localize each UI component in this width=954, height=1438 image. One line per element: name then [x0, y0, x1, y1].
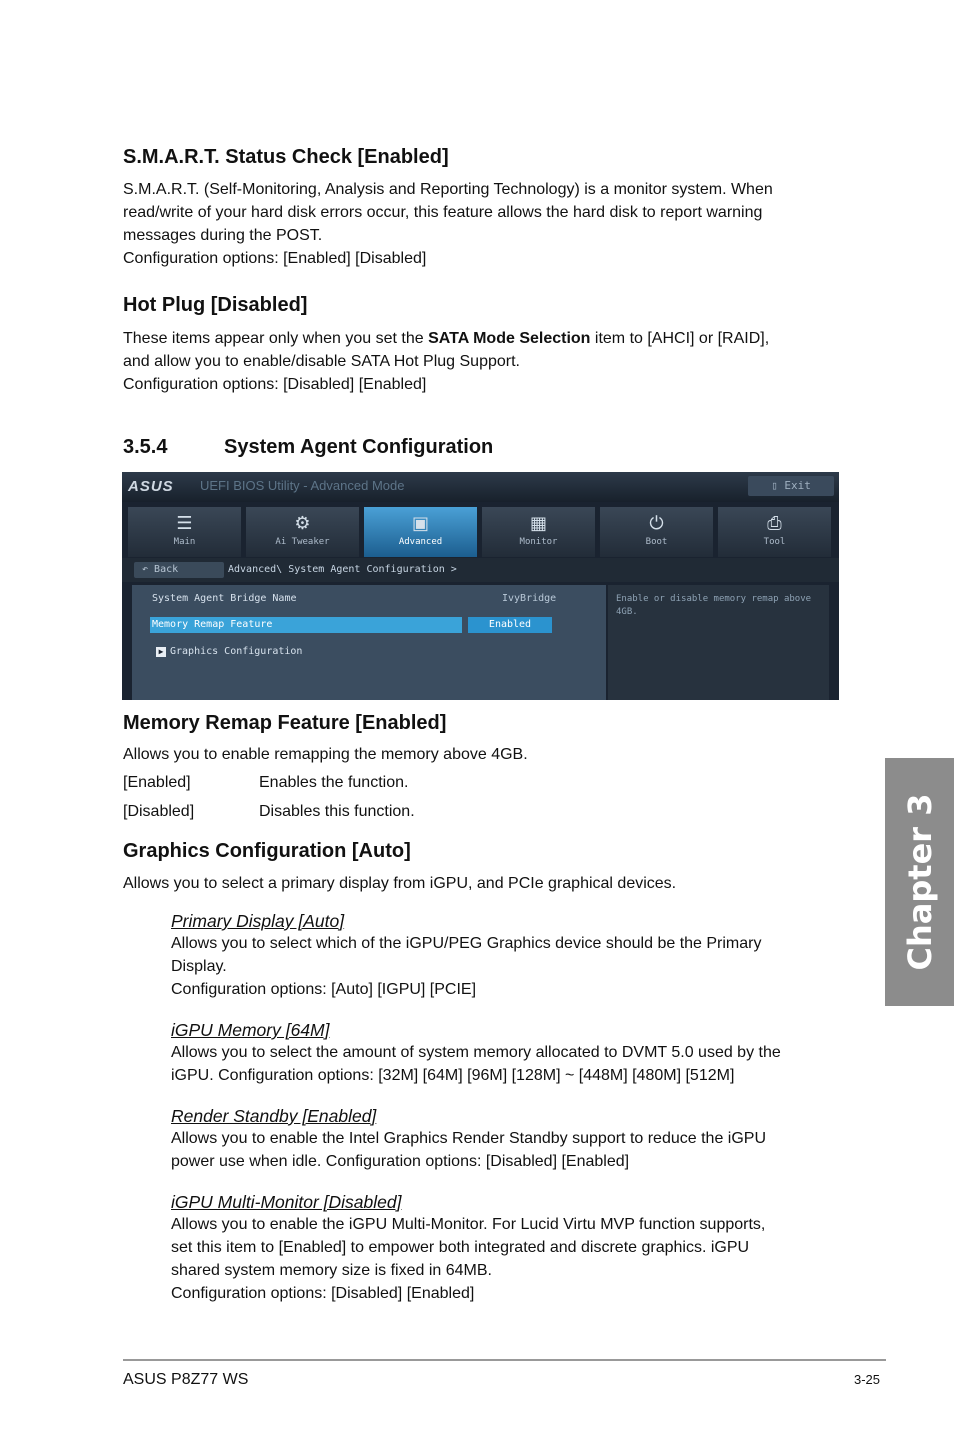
option-key: [Disabled]: [123, 803, 195, 820]
text-line: [123, 327, 833, 350]
bridge-name-label: System Agent Bridge Name: [152, 593, 297, 604]
tweaker-icon: ⚙: [294, 513, 311, 534]
igpu-multimonitor-block: [171, 1191, 836, 1305]
text-line: Configuration options: [Disabled] [Enabled]: [171, 1285, 475, 1302]
tab-monitor[interactable]: [482, 507, 595, 557]
tab-label: Tool: [763, 537, 786, 547]
option-key: [Enabled]: [123, 774, 191, 791]
text-line: Allows you to select the amount of system memory allocated to DVMT 5.0 used by the: [171, 1044, 781, 1061]
igpu-memory-block: [171, 1019, 836, 1087]
help-panel: [608, 585, 829, 700]
text-line: set this item to [Enabled] to empower both integrated and discrete graphics. iGPU: [171, 1239, 750, 1256]
memremap-heading: Memory Remap Feature [Enabled]: [123, 712, 447, 734]
tab-label: Monitor: [519, 537, 558, 547]
text-line: S.M.A.R.T. (Self-Monitoring, Analysis and Reporting Technology) is a monitor system. When: [123, 181, 773, 198]
subitem-title: iGPU Memory [64M]: [171, 1020, 330, 1040]
text-line: iGPU. Configuration options: [32M] [64M] [96M] [128M] ~ [448M] [480M] [512M]: [171, 1067, 735, 1084]
text-line: and allow you to enable/disable SATA Hot Plug Support.: [123, 353, 520, 370]
exit-button[interactable]: ▯ Exit: [748, 476, 834, 496]
footer-model: ASUS P8Z77 WS: [123, 1371, 249, 1388]
memremap-description: Allows you to enable remapping the memory above 4GB.: [123, 746, 528, 763]
help-text: Enable or disable memory remap above 4GB.: [616, 594, 812, 617]
text-line: Configuration options: [Disabled] [Enabled]: [123, 376, 427, 393]
submenu-arrow-icon: ▶: [156, 647, 166, 657]
chapter-tab: [885, 758, 954, 1006]
advanced-icon: ▣: [411, 513, 429, 534]
monitor-icon: ▦: [529, 513, 547, 534]
subitem-title: iGPU Multi-Monitor [Disabled]: [171, 1192, 402, 1212]
hotplug-heading: Hot Plug [Disabled]: [123, 294, 308, 316]
breadcrumb: Advanced\ System Agent Configuration >: [228, 564, 457, 575]
chapter-label: Chapter 3: [900, 793, 939, 971]
tab-main[interactable]: [128, 507, 241, 557]
memory-remap-label: Memory Remap Feature: [152, 619, 273, 630]
memory-remap-value[interactable]: Enabled: [468, 617, 552, 633]
text-line: Configuration options: [Auto] [IGPU] [PCIE]: [171, 981, 477, 998]
tab-label: Ai Tweaker: [275, 537, 330, 547]
tab-label: Advanced: [398, 537, 443, 547]
tab-boot[interactable]: [600, 507, 713, 557]
option-desc: Enables the function.: [259, 774, 409, 791]
graphics-config-item[interactable]: [156, 646, 302, 657]
text-line: Configuration options: [Enabled] [Disabled]: [123, 250, 427, 267]
tab-ai-tweaker[interactable]: [246, 507, 359, 557]
bios-screenshot: [122, 472, 839, 700]
back-label: Back: [154, 564, 179, 575]
text-line: read/write of your hard disk errors occur, this feature allows the hard disk to report warning: [123, 204, 763, 221]
text-run: These items appear only when you set the: [123, 330, 429, 347]
list-icon: ☰: [176, 513, 193, 534]
bios-title: UEFI BIOS Utility - Advanced Mode: [200, 478, 405, 493]
tab-label: Boot: [645, 537, 668, 547]
text-line: Display.: [171, 958, 227, 975]
back-button[interactable]: ↶ Back: [134, 562, 224, 578]
subitem-title: Render Standby [Enabled]: [171, 1106, 377, 1126]
smart-description: [123, 178, 833, 270]
text-bold: SATA Mode Selection: [428, 330, 591, 347]
tab-advanced[interactable]: [364, 507, 477, 557]
text-line: Allows you to enable the Intel Graphics Render Standby support to reduce the iGPU: [171, 1130, 767, 1147]
hotplug-description: [123, 327, 833, 396]
render-standby-block: [171, 1105, 836, 1173]
bridge-name-value: IvyBridge: [502, 593, 557, 604]
text-line: messages during the POST.: [123, 227, 323, 244]
text-line: Allows you to enable the iGPU Multi-Monitor. For Lucid Virtu MVP function supports,: [171, 1216, 766, 1233]
tool-icon: ⎙: [767, 513, 782, 534]
footer-divider: [123, 1359, 886, 1361]
graphics-config-label: Graphics Configuration: [170, 646, 303, 657]
text-line: shared system memory size is fixed in 64MB.: [171, 1262, 492, 1279]
exit-label: Exit: [784, 479, 811, 492]
section-number: 3.5.4: [123, 436, 168, 458]
text-run: item to [AHCI] or [RAID],: [590, 330, 770, 347]
asus-logo: ASUS: [128, 478, 174, 495]
subitem-title: Primary Display [Auto]: [171, 911, 345, 931]
graphics-heading: Graphics Configuration [Auto]: [123, 840, 411, 862]
tab-tool[interactable]: [718, 507, 831, 557]
tab-label: Main: [173, 537, 196, 547]
graphics-description: Allows you to select a primary display from iGPU, and PCIe graphical devices.: [123, 875, 677, 892]
option-desc: Disables this function.: [259, 803, 415, 820]
smart-heading: S.M.A.R.T. Status Check [Enabled]: [123, 146, 449, 168]
primary-display-block: [171, 910, 836, 1001]
text-line: Allows you to select which of the iGPU/PEG Graphics device should be the Primary: [171, 935, 762, 952]
power-icon: ⏻: [649, 513, 664, 534]
section-title: System Agent Configuration: [224, 436, 494, 458]
text-line: power use when idle. Configuration options: [Disabled] [Enabled]: [171, 1153, 630, 1170]
page-number: 3-25: [854, 1372, 881, 1387]
